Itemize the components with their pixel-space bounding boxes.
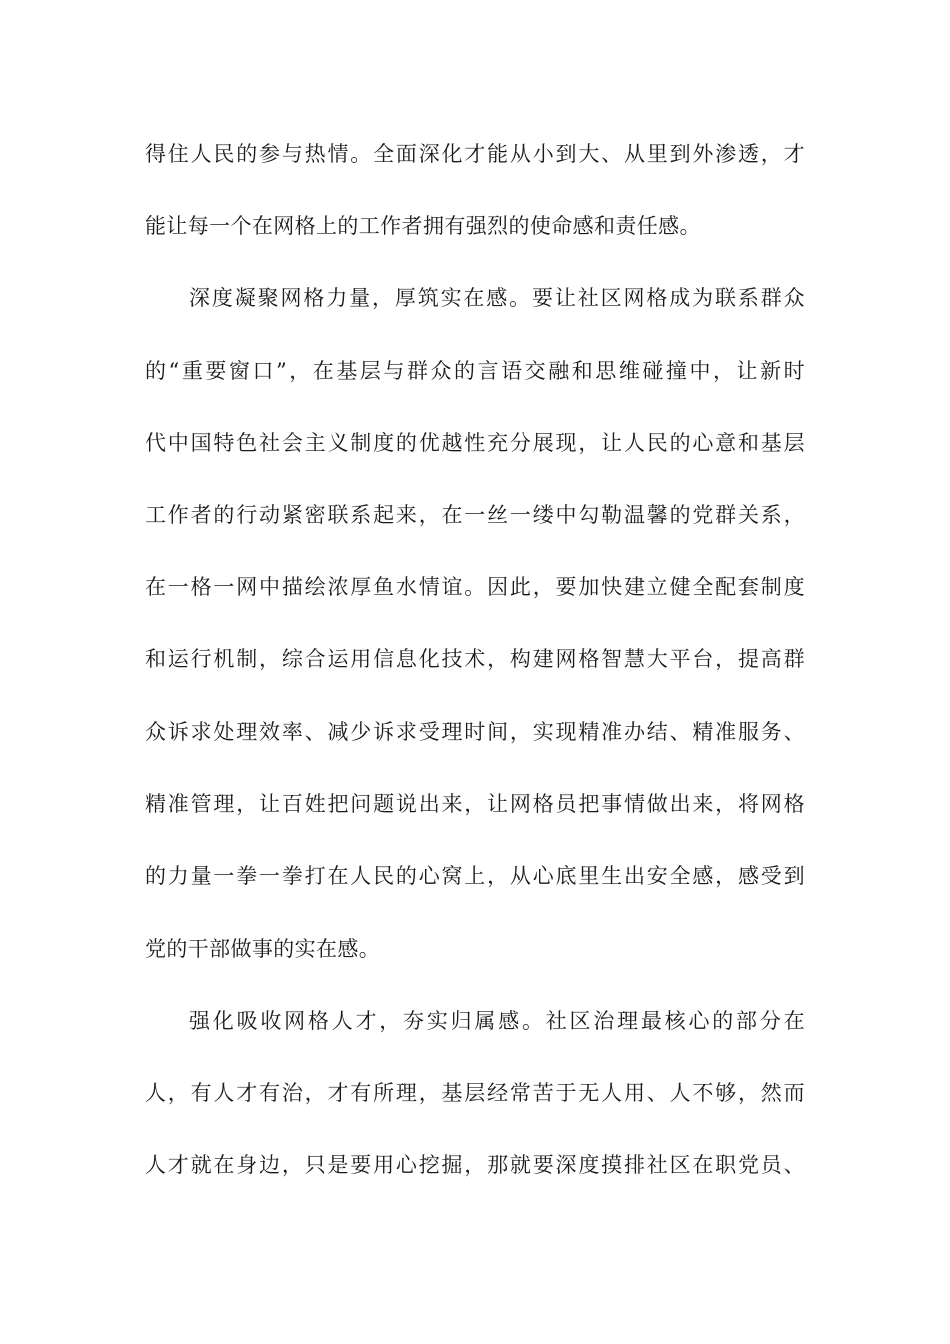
text-line: 人，有人才有治，才有所理，基层经常苦于无人用、人不够，然而 xyxy=(145,1081,805,1105)
text-line: 代中国特色社会主义制度的优越性充分展现，让人民的心意和基层 xyxy=(145,431,805,455)
text-line: 能让每一个在网格上的工作者拥有强烈的使命感和责任感。 xyxy=(145,214,701,238)
paragraph-first-line: 深度凝聚网格力量，厚筑实在感。要让社区网格成为联系群众 xyxy=(189,286,805,310)
text-line: 工作者的行动紧密联系起来，在一丝一缕中勾勒温馨的党群关系， xyxy=(145,503,805,527)
paragraph-first-line: 强化吸收网格人才，夯实归属感。社区治理最核心的部分在 xyxy=(189,1009,805,1033)
text-line: 和运行机制，综合运用信息化技术，构建网格智慧大平台，提高群 xyxy=(145,647,805,671)
text-line: 在一格一网中描绘浓厚鱼水情谊。因此，要加快建立健全配套制度 xyxy=(145,575,805,599)
text-line: 的“重要窗口”，在基层与群众的言语交融和思维碰撞中，让新时 xyxy=(145,359,805,383)
text-line: 得住人民的参与热情。全面深化才能从小到大、从里到外渗透，才 xyxy=(145,142,805,166)
text-line: 的力量一拳一拳打在人民的心窝上，从心底里生出安全感，感受到 xyxy=(145,864,805,888)
text-line: 人才就在身边，只是要用心挖掘，那就要深度摸排社区在职党员、 xyxy=(145,1153,805,1177)
text-line: 党的干部做事的实在感。 xyxy=(145,937,381,961)
text-line: 众诉求处理效率、减少诉求受理时间，实现精准办结、精准服务、 xyxy=(145,720,805,744)
text-line: 精准管理，让百姓把问题说出来，让网格员把事情做出来，将网格 xyxy=(145,792,805,816)
